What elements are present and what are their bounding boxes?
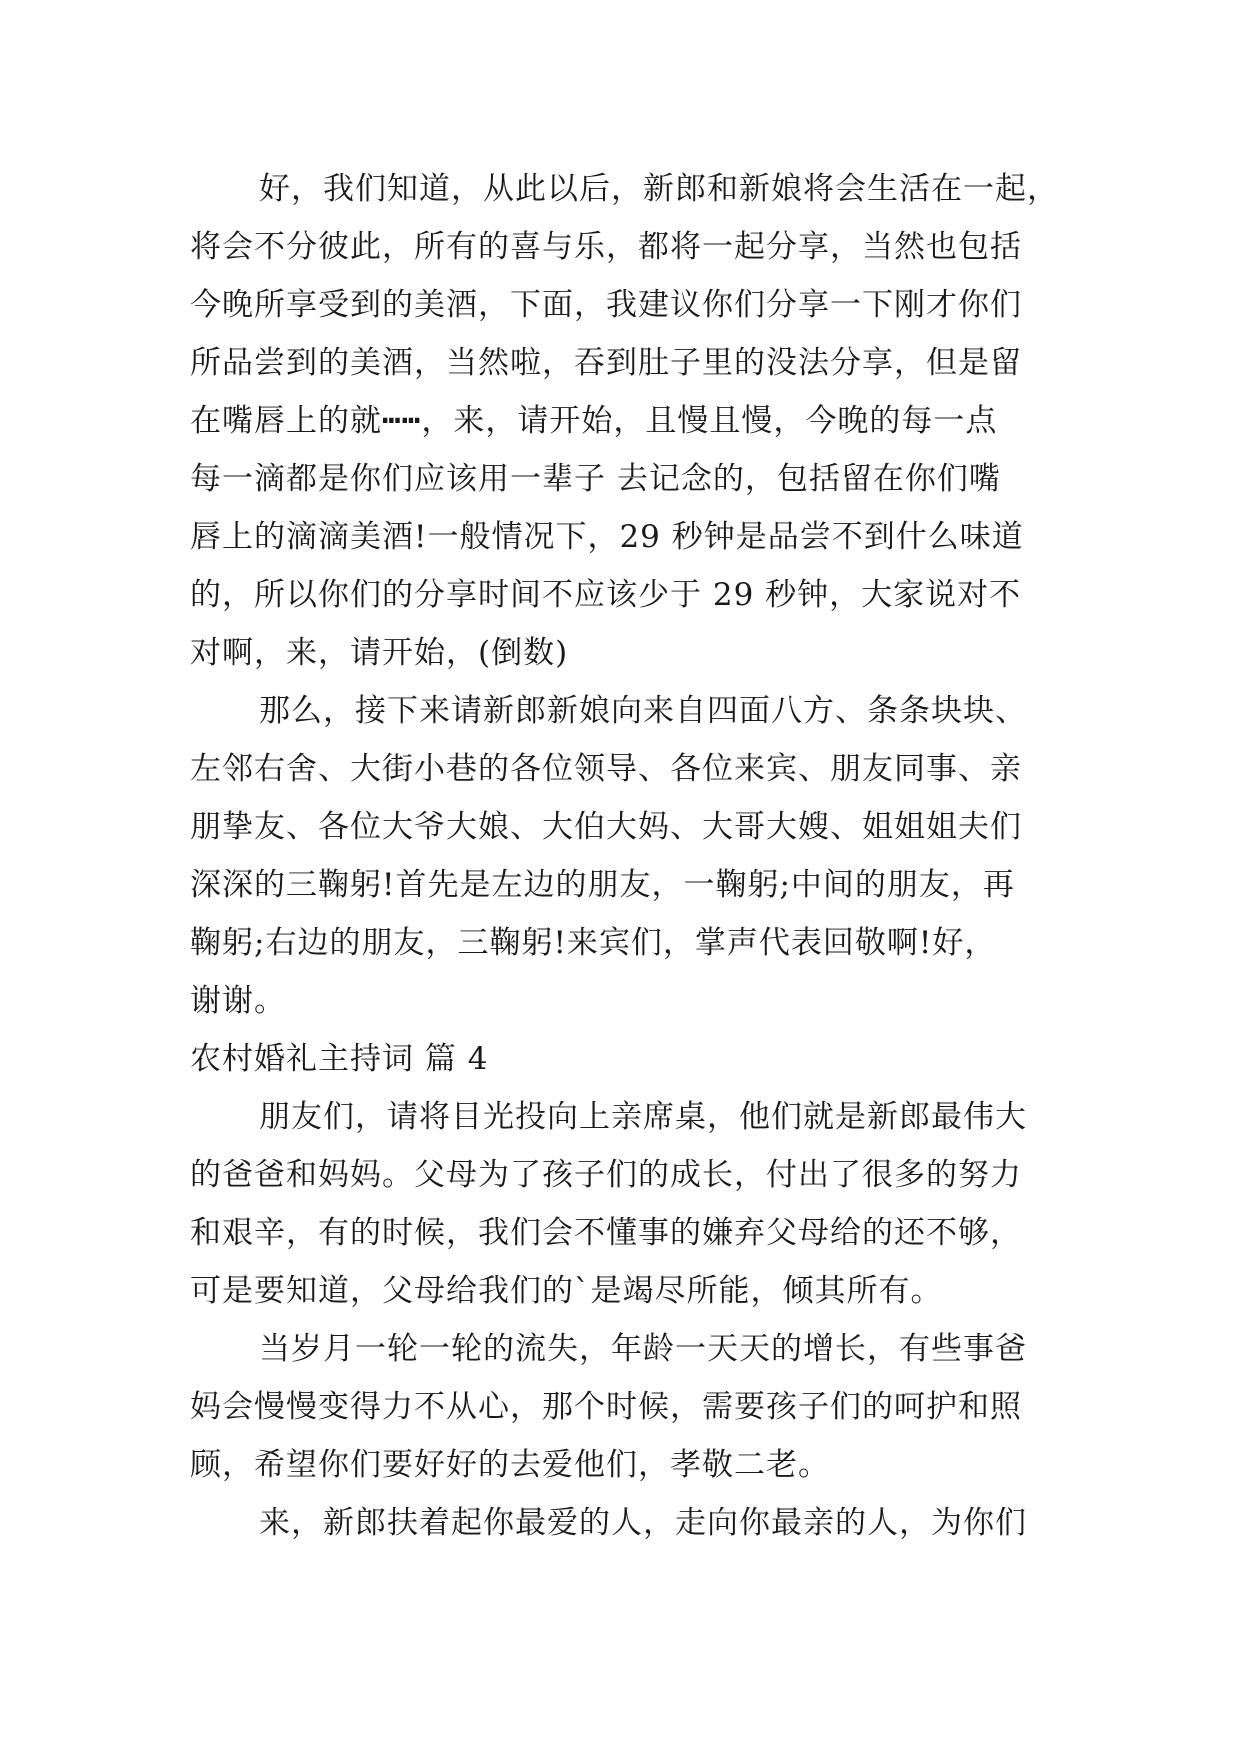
text-line: 所品尝到的美酒，当然啦，吞到肚子里的没法分享，但是留: [190, 345, 1022, 381]
paragraph-toast: [190, 160, 1060, 682]
text-line: 和艰辛，有的时候，我们会不懂事的嫌弃父母给的还不够，: [190, 1215, 1022, 1251]
section-heading: [190, 1030, 1060, 1088]
text-line: 今晚所享受到的美酒，下面，我建议你们分享一下刚才你们: [190, 287, 1022, 323]
heading-text: 农村婚礼主持词 篇 4: [190, 1041, 489, 1077]
text-line: 深深的三鞠躬!首先是左边的朋友，一鞠躬;中间的朋友，再: [190, 867, 1015, 903]
paragraph-bows: [190, 682, 1060, 1030]
paragraph-groom: [190, 1494, 1060, 1552]
text-line: 妈会慢慢变得力不从心，那个时候，需要孩子们的呵护和照: [190, 1389, 1022, 1425]
text-line: 唇上的滴滴美酒!一般情况下，29 秒钟是品尝不到什么味道: [190, 519, 1024, 555]
text-line: 谢谢。: [190, 983, 286, 1019]
text-line: 每一滴都是你们应该用一辈子 去记念的，包括留在你们嘴: [190, 461, 1001, 497]
text-line: 的爸爸和妈妈。父母为了孩子们的成长，付出了很多的努力: [190, 1157, 1022, 1193]
text-line: 在嘴唇上的就┅┅，来，请开始，且慢且慢，今晚的每一点: [190, 403, 998, 439]
paragraph-years: [190, 1320, 1060, 1494]
text-line: 顾，希望你们要好好的去爱他们，孝敬二老。: [190, 1447, 830, 1483]
text-line: 可是要知道，父母给我们的`是竭尽所能，倾其所有。: [190, 1273, 943, 1309]
text-line: 的，所以你们的分享时间不应该少于 29 秒钟，大家说对不: [190, 577, 1022, 613]
text-line: 那么，接下来请新郎新娘向来自四面八方、条条块块、: [259, 693, 1027, 729]
text-line: 来，新郎扶着起你最爱的人，走向你最亲的人，为你们: [259, 1505, 1027, 1541]
text-line: 朋友们，请将目光投向上亲席桌，他们就是新郎最伟大: [259, 1099, 1027, 1135]
text-line: 朋挚友、各位大爷大娘、大伯大妈、大哥大嫂、姐姐姐夫们: [190, 809, 1022, 845]
text-line: 左邻右舍、大街小巷的各位领导、各位来宾、朋友同事、亲: [190, 751, 1022, 787]
text-line: 对啊，来，请开始，(倒数): [190, 635, 569, 671]
text-line: 好，我们知道，从此以后，新郎和新娘将会生活在一起，: [259, 171, 1059, 207]
paragraph-parents: [190, 1088, 1060, 1320]
text-line: 将会不分彼此，所有的喜与乐，都将一起分享，当然也包括: [190, 229, 1022, 265]
text-line: 鞠躬;右边的朋友，三鞠躬!来宾们，掌声代表回敬啊!好，: [190, 925, 997, 961]
text-line: 当岁月一轮一轮的流失，年龄一天天的增长，有些事爸: [259, 1331, 1027, 1367]
